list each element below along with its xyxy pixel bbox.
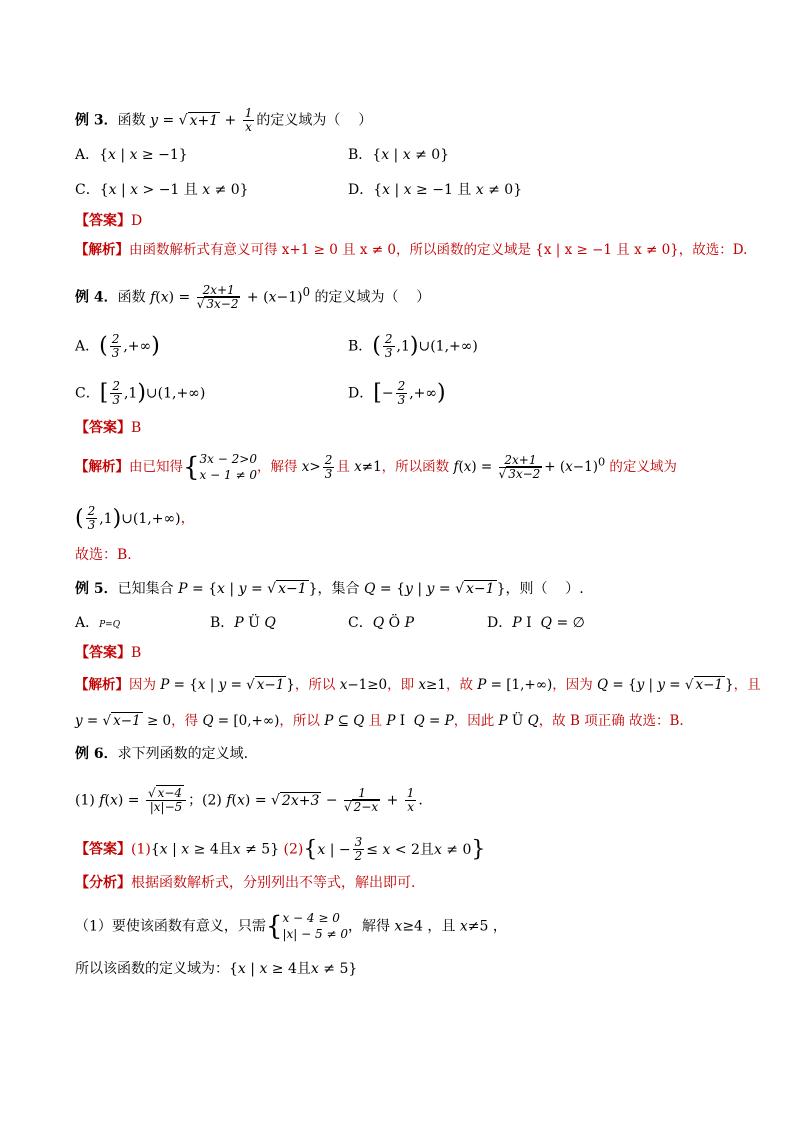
ex4-answer: 【答案】B xyxy=(75,420,142,436)
ex3-option-b: B．{x | x ≠ 0} xyxy=(348,147,450,163)
ex5-option-c: C．Q Ö P xyxy=(348,615,415,631)
ex6-step1: （1）要使该函数有意义，只需{x − 4 ≥ 0 |x| − 5 ≠ 0，解得 x≥4 ，且 x≠5 ， xyxy=(75,911,507,942)
ex6-step2: 所以该函数的定义域为：{x | x ≥ 4且x ≠ 5} xyxy=(75,961,358,977)
ex3-title: 例 3．函数 y = √ x+1 + $\frac{1}{x}$ 的定义域为（ ） xyxy=(75,106,373,135)
ex3-option-d: D．{x | x ≥ −1 且 x ≠ 0} xyxy=(348,182,523,198)
ex4-analysis-line1: 【解析】由已知得{3x − 2>0 x − 1 ≠ 0，解得 x> $\frac{2}{3}$ 且 x≠1，所以函数 f(x) = $\frac{2x+1}{√ 3x-2}$ + $(x-1)^0$ 的定义域为 xyxy=(75,452,677,483)
ex5-option-b: B．P Ü Q xyxy=(210,615,276,631)
ex4-option-c: C．[ $\frac{2}{3}$ ,1)∪(1,+∞) xyxy=(75,379,206,408)
ex5-analysis-line1: 【解析】因为 P = {x | y = √ x−1 }，所以 x−1≥0，即 x≥1，故 P = [1,+∞)，因为 Q = {y | y = √ x−1 }，且 xyxy=(75,677,761,693)
ex4-analysis-line2: ( $\frac{2}{3}$ ,1)∪(1,+∞)， xyxy=(75,504,195,533)
ex3-option-a: A．{x | x ≥ −1} xyxy=(75,147,188,163)
ex4-analysis-line3: 故选：B. xyxy=(75,547,132,563)
ex3-analysis: 【解析】由函数解析式有意义可得 x+1 ≥ 0 且 x ≠ 0，所以函数的定义域是 {x | x ≥ −1 且 x ≠ 0}，故选：D. xyxy=(75,242,748,258)
ex6-method: 【分析】根据函数解析式，分别列出不等式，解出即可. xyxy=(75,875,416,891)
ex4-option-d: D．[− $\frac{2}{3}$ ,+∞) xyxy=(348,379,446,408)
ex5-option-d: D．P I Q = ∅ xyxy=(487,615,585,631)
ex6-title: 例 6．求下列函数的定义域. xyxy=(75,746,249,762)
ex6-answer: 【答案】(1){x | x ≥ 4且x ≠ 5} (2){x | − $\frac{3}{2}$ ≤ x < 2且x ≠ 0} xyxy=(75,835,486,864)
ex3-answer: 【答案】D xyxy=(75,213,143,229)
ex4-option-b: B．( $\frac{2}{3}$ ,1)∪(1,+∞) xyxy=(348,332,478,361)
ex3-option-c: C．{x | x > −1 且 x ≠ 0} xyxy=(75,182,249,198)
ex6-problems: (1) f(x) = $\frac{√ x-4}{|x|-5}$ ；(2) f(x) = √ 2x+3 − $\frac{1}{√ 2-x}$ + $\frac{1}{x}$ . xyxy=(75,786,423,815)
ex5-answer: 【答案】B xyxy=(75,645,142,661)
ex4-title: 例 4．函数 f(x) = $\frac{2x+1}{√ 3x-2}$ + $(x-1)^0$ 的定义域为（ ） xyxy=(75,283,431,312)
ex4-option-a: A．( $\frac{2}{3}$ ,+∞) xyxy=(75,332,160,361)
ex5-option-a: A．P=Q xyxy=(75,615,121,631)
ex5-title: 例 5．已知集合 P = {x | y = √ x−1 }，集合 Q = {y | y = √ x−1 }，则（ ）. xyxy=(75,581,584,597)
ex5-analysis-line2: y = √ x−1 ≥ 0，得 Q = [0,+∞)，所以 P ⊆ Q 且 P I Q = P，因此 P Ü Q，故 B 项正确 故选：B. xyxy=(75,713,684,729)
ex3-label: 例 3． xyxy=(75,112,118,129)
